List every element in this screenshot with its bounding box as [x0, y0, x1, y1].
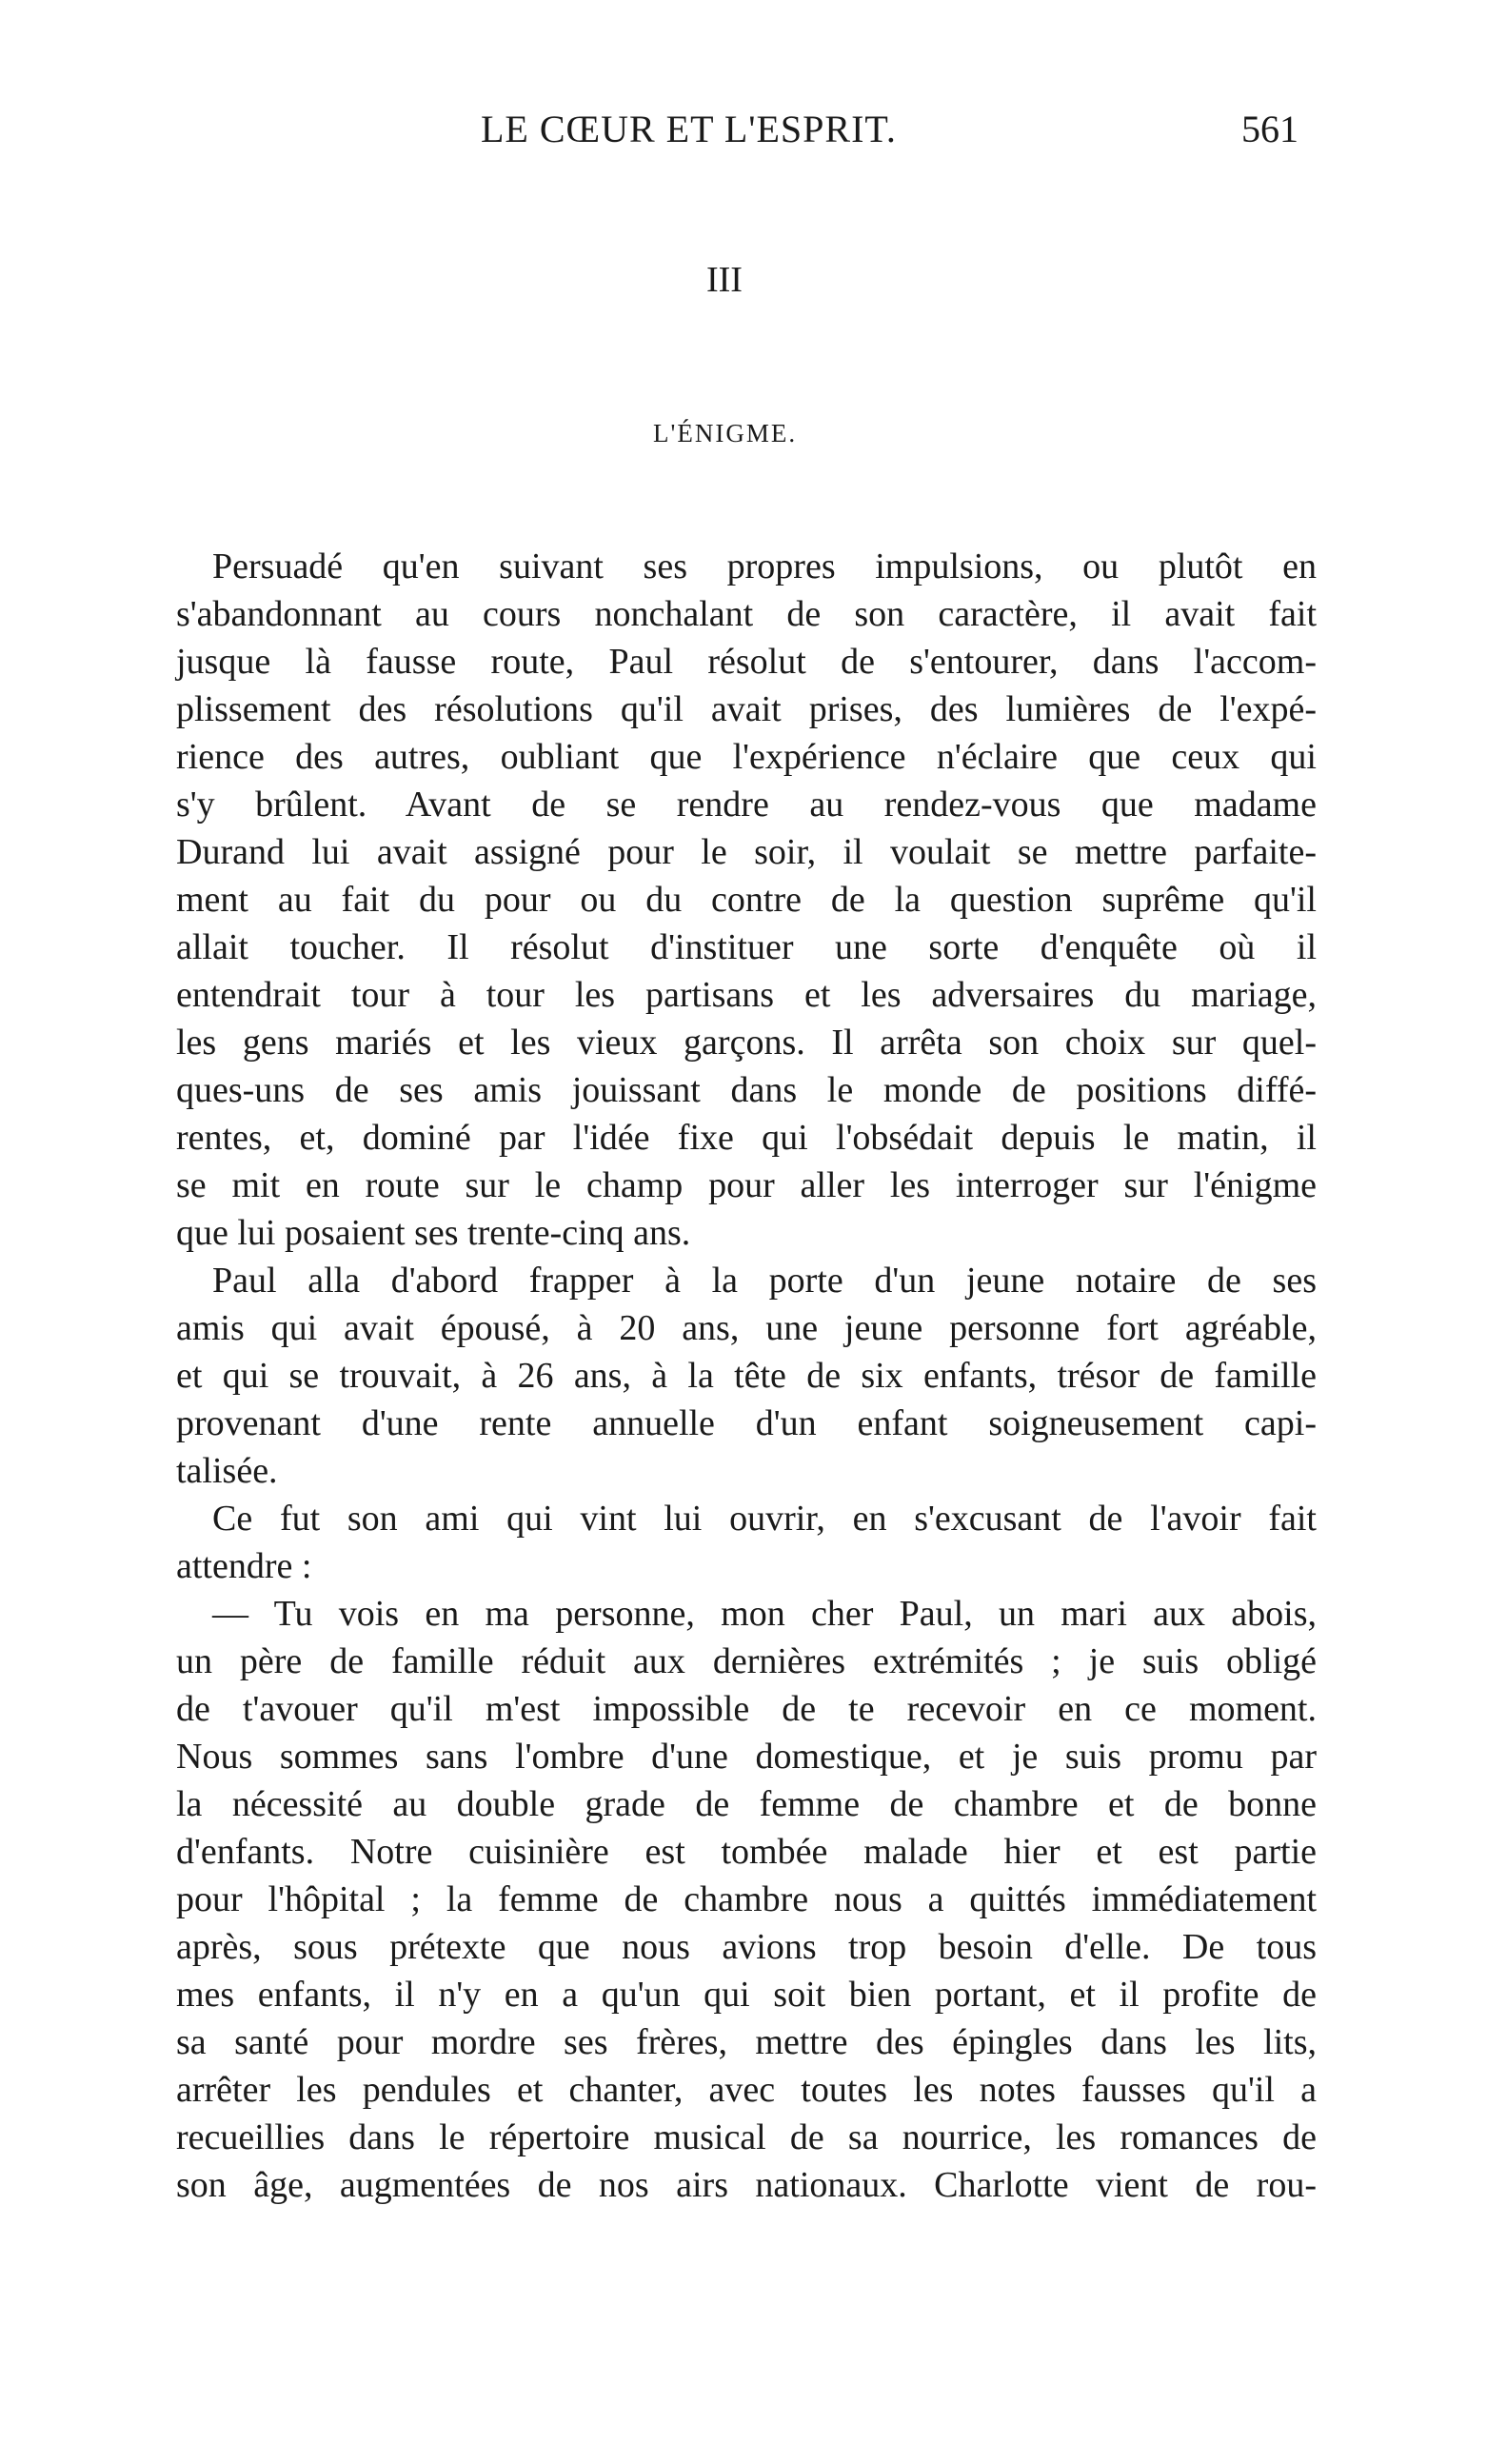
text-line: s'y brûlent. Avant de se rendre au rendez-vous que madame [176, 785, 1317, 825]
text-line: mes enfants, il n'y en a qu'un qui soit bien portant, et il profite de [176, 1975, 1317, 2015]
text-line: recueillies dans le répertoire musical de sa nourrice, les romances de [176, 2117, 1317, 2157]
running-head-title: LE CŒUR ET L'ESPRIT. [481, 108, 897, 150]
text-line: et qui se trouvait, à 26 ans, à la tête de six enfants, trésor de famille [176, 1356, 1317, 1396]
text-line: ment au fait du pour ou du contre de la question suprême qu'il [176, 880, 1317, 920]
chapter-number: III [706, 260, 743, 300]
text-line: sa santé pour mordre ses frères, mettre des épingles dans les lits, [176, 2022, 1317, 2062]
text-line: amis qui avait épousé, à 20 ans, une jeune personne fort agréable, [176, 1308, 1317, 1348]
text-line: Paul alla d'abord frapper à la porte d'un jeune notaire de ses [212, 1261, 1317, 1301]
text-line: de t'avouer qu'il m'est impossible de te recevoir en ce moment. [176, 1689, 1317, 1729]
text-line: Nous sommes sans l'ombre d'une domestique, et je suis promu par [176, 1737, 1317, 1777]
text-line: talisée. [176, 1451, 278, 1491]
text-line: attendre : [176, 1546, 312, 1586]
text-line: son âge, augmentées de nos airs nationaux. Charlotte vient de rou- [176, 2165, 1317, 2205]
text-line: s'abandonnant au cours nonchalant de son caractère, il avait fait [176, 594, 1317, 634]
text-line: les gens mariés et les vieux garçons. Il arrêta son choix sur quel- [176, 1023, 1317, 1063]
text-line: se mit en route sur le champ pour aller les interroger sur l'énigme [176, 1165, 1317, 1205]
text-line: après, sous prétexte que nous avions trop besoin d'elle. De tous [176, 1927, 1317, 1967]
text-line: d'enfants. Notre cuisinière est tombée malade hier et est partie [176, 1832, 1317, 1872]
text-line: provenant d'une rente annuelle d'un enfant soigneusement capi- [176, 1403, 1317, 1443]
text-line: Ce fut son ami qui vint lui ouvrir, en s'excusant de l'avoir fait [212, 1499, 1317, 1539]
text-line: jusque là fausse route, Paul résolut de s'entourer, dans l'accom- [176, 642, 1317, 682]
text-line: rience des autres, oubliant que l'expérience n'éclaire que ceux qui [176, 737, 1317, 777]
page-number: 561 [1241, 108, 1299, 150]
text-line: — Tu vois en ma personne, mon cher Paul, un mari aux abois, [212, 1594, 1317, 1634]
text-line: Durand lui avait assigné pour le soir, il voulait se mettre parfaite- [176, 832, 1317, 872]
chapter-title: L'ÉNIGME. [653, 419, 798, 447]
body-text [176, 543, 1317, 2209]
text-line: Persuadé qu'en suivant ses propres impulsions, ou plutôt en [212, 546, 1317, 586]
text-line: que lui posaient ses trente-cinq ans. [176, 1213, 691, 1253]
text-line: plissement des résolutions qu'il avait prises, des lumières de l'expé- [176, 689, 1317, 729]
text-line: allait toucher. Il résolut d'instituer une sorte d'enquête où il [176, 927, 1317, 967]
text-line: un père de famille réduit aux dernières extrémités ; je suis obligé [176, 1641, 1317, 1681]
text-line: pour l'hôpital ; la femme de chambre nous a quittés immédiatement [176, 1879, 1317, 1919]
text-line: arrêter les pendules et chanter, avec toutes les notes fausses qu'il a [176, 2070, 1317, 2110]
text-line: ques-uns de ses amis jouissant dans le monde de positions diffé- [176, 1070, 1317, 1110]
text-line: entendrait tour à tour les partisans et les adversaires du mariage, [176, 975, 1317, 1015]
text-line: la nécessité au double grade de femme de chambre et de bonne [176, 1784, 1317, 1824]
text-line: rentes, et, dominé par l'idée fixe qui l'obsédait depuis le matin, il [176, 1118, 1317, 1158]
